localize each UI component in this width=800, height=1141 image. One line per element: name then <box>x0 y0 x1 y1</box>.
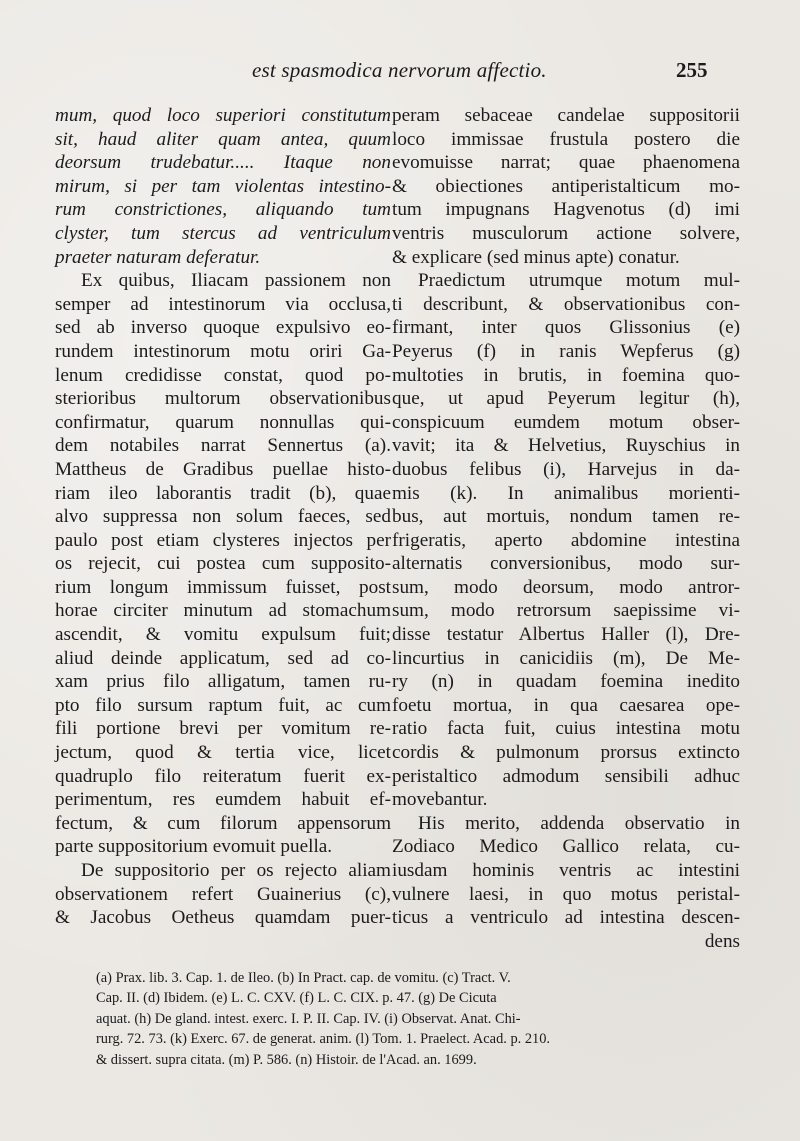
text-line: ticus a ventriculo ad intestina descen- <box>392 907 740 929</box>
text-line: His merito, addenda observatio in <box>418 812 740 834</box>
text-line: riam ileo laborantis tradit (b), quae <box>55 482 391 504</box>
footnote-line: (a) Prax. lib. 3. Cap. 1. de Ileo. (b) In Pract. cap. de vomitu. (c) Tract. V. <box>96 970 511 986</box>
text-line: sum, modo deorsum, modo antror- <box>392 576 740 598</box>
text-line: bus, aut mortuis, nondum tamen re- <box>392 506 740 528</box>
running-head: est spasmodica nervorum affectio. <box>252 58 547 82</box>
text-line: ratio facta fuit, cuius intestina motu <box>392 718 740 740</box>
footnote-line: & dissert. supra citata. (m) P. 586. (n) Histoir. de l'Acad. an. 1699. <box>96 1051 477 1068</box>
text-line: frigeratis, aperto abdomine intestina <box>392 529 740 551</box>
footnote-line: Cap. II. (d) Ibidem. (e) L. C. CXV. (f) L. C. CIX. p. 47. (g) De Cicuta <box>96 990 497 1007</box>
text-line: lenum credidisse constat, quod po- <box>55 364 391 386</box>
text-line: vulnere laesi, in quo motus peristal- <box>392 883 740 905</box>
text-line: paulo post etiam clysteres injectos per <box>55 529 391 551</box>
text-line: rum constrictiones, aliquando tum <box>55 199 391 221</box>
text-line: peram sebaceae candelae suppositorii <box>392 105 740 126</box>
text-line: ascendit, & vomitu expulsum fuit; <box>55 624 391 646</box>
text-line: ventris musculorum actione solvere, <box>392 222 740 244</box>
text-line: ry (n) in quadam foemina inedito <box>392 671 740 693</box>
text-line: rundem intestinorum motu oriri Ga- <box>55 340 391 362</box>
text-line: cordis & pulmonum prorsus extincto <box>392 742 740 764</box>
text-line: De suppositorio per os rejecto aliam <box>81 860 391 881</box>
footnote-line: aquat. (h) De gland. intest. exerc. I. P. II. Cap. IV. (i) Observat. Anat. Chi- <box>96 1010 521 1027</box>
text-line: ti describunt, & observationibus con- <box>392 293 740 315</box>
text-line: multoties in brutis, in foemina quo- <box>392 364 740 386</box>
text-line: sterioribus multorum observationibus <box>55 388 391 410</box>
text-line: xam prius filo alligatum, tamen ru- <box>55 671 391 693</box>
text-line: aliud deinde applicatum, sed ad co- <box>55 647 391 669</box>
text-line: evomuisse narrat; quae phaenomena <box>392 152 740 174</box>
text-line: observationem refert Guainerius (c), <box>55 883 391 905</box>
page-number: 255 <box>676 58 708 82</box>
text-line: quadruplo filo reiteratum fuerit ex- <box>55 765 391 787</box>
text-line: parte suppositorium evomuit puella. <box>55 836 333 858</box>
text-line: fili portione brevi per vomitum re- <box>55 718 391 740</box>
text-line: foetu mortua, in qua caesarea ope- <box>392 694 740 716</box>
text-line: que, ut apud Peyerum legitur (h), <box>392 388 740 410</box>
text-line: sit, haud aliter quam antea, quum <box>55 128 391 150</box>
text-line: movebantur. <box>392 789 488 811</box>
left-column <box>55 104 391 930</box>
text-line: & Jacobus Oetheus quamdam puer- <box>55 907 391 929</box>
footnotes <box>96 968 736 1070</box>
text-line: clyster, tum stercus ad ventriculum <box>55 222 391 244</box>
text-line: praeter naturam deferatur. <box>55 246 261 268</box>
text-line: Peyerus (f) in ranis Wepferus (g) <box>392 340 740 362</box>
footnote-line: rurg. 72. 73. (k) Exerc. 67. de generat. anim. (l) Tom. 1. Praelect. Acad. p. 210. <box>96 1031 551 1048</box>
text-line: jectum, quod & tertia vice, licet <box>55 742 391 764</box>
text-line: alternatis conversionibus, modo sur- <box>392 553 740 575</box>
text-line: & obiectiones antiperistalticum mo- <box>392 175 740 197</box>
text-line: vavit; ita & Helvetius, Ruyschius in <box>392 435 740 457</box>
text-line: fectum, & cum filorum appensorum <box>55 812 391 834</box>
text-line: alvo suppressa non solum faeces, sed <box>55 506 391 528</box>
text-line: semper ad intestinorum via occlusa, <box>55 293 391 315</box>
text-line: mirum, si per tam violentas intestino- <box>55 175 391 197</box>
text-line: sed ab inverso quoque expulsivo eo- <box>55 317 391 339</box>
text-line: confirmatur, quarum nonnullas qui- <box>55 411 391 433</box>
text-line: sum, modo retrorsum saepissime vi- <box>392 600 740 622</box>
text-line: duobus felibus (i), Harvejus in da- <box>392 458 740 480</box>
text-line: pto filo sursum raptum fuit, ac cum <box>55 694 391 716</box>
text-line: firmant, inter quos Glissonius (e) <box>392 317 740 339</box>
text-line: mis (k). In animalibus morienti- <box>392 482 740 504</box>
text-line: Praedictum utrumque motum mul- <box>418 270 740 292</box>
text-line: perimentum, res eumdem habuit ef- <box>55 789 391 811</box>
text-line: Mattheus de Gradibus puellae histo- <box>55 458 391 480</box>
text-line: Zodiaco Medico Gallico relata, cu- <box>392 836 740 858</box>
text-line: conspicuum eumdem motum obser- <box>392 411 740 433</box>
text-line: & explicare (sed minus apte) conatur. <box>392 246 680 268</box>
text-line: disse testatur Albertus Haller (l), Dre- <box>392 624 740 646</box>
right-column <box>392 104 740 953</box>
text-line: lincurtius in canicidiis (m), De Me- <box>392 647 740 669</box>
text-line: tum impugnans Hagvenotus (d) imi <box>392 199 740 221</box>
text-line: deorsum trudebatur..... Itaque non <box>55 152 391 174</box>
text-line: rium longum immissum fuisset, post <box>55 576 391 598</box>
text-line: dem notabiles narrat Sennertus (a). <box>55 435 391 457</box>
text-line: loco immissae frustula postero die <box>392 128 740 150</box>
text-line: mum, quod loco superiori constitutum <box>55 105 391 126</box>
text-line: dens <box>704 930 740 952</box>
text-line: Ex quibus, Iliacam passionem non <box>81 270 391 292</box>
text-line: horae circiter minutum ad stomachum <box>55 600 391 622</box>
text-line: iusdam hominis ventris ac intestini <box>392 860 740 881</box>
text-line: peristaltico admodum sensibili adhuc <box>392 765 740 787</box>
text-line: os rejecit, cui postea cum supposito- <box>55 553 391 575</box>
